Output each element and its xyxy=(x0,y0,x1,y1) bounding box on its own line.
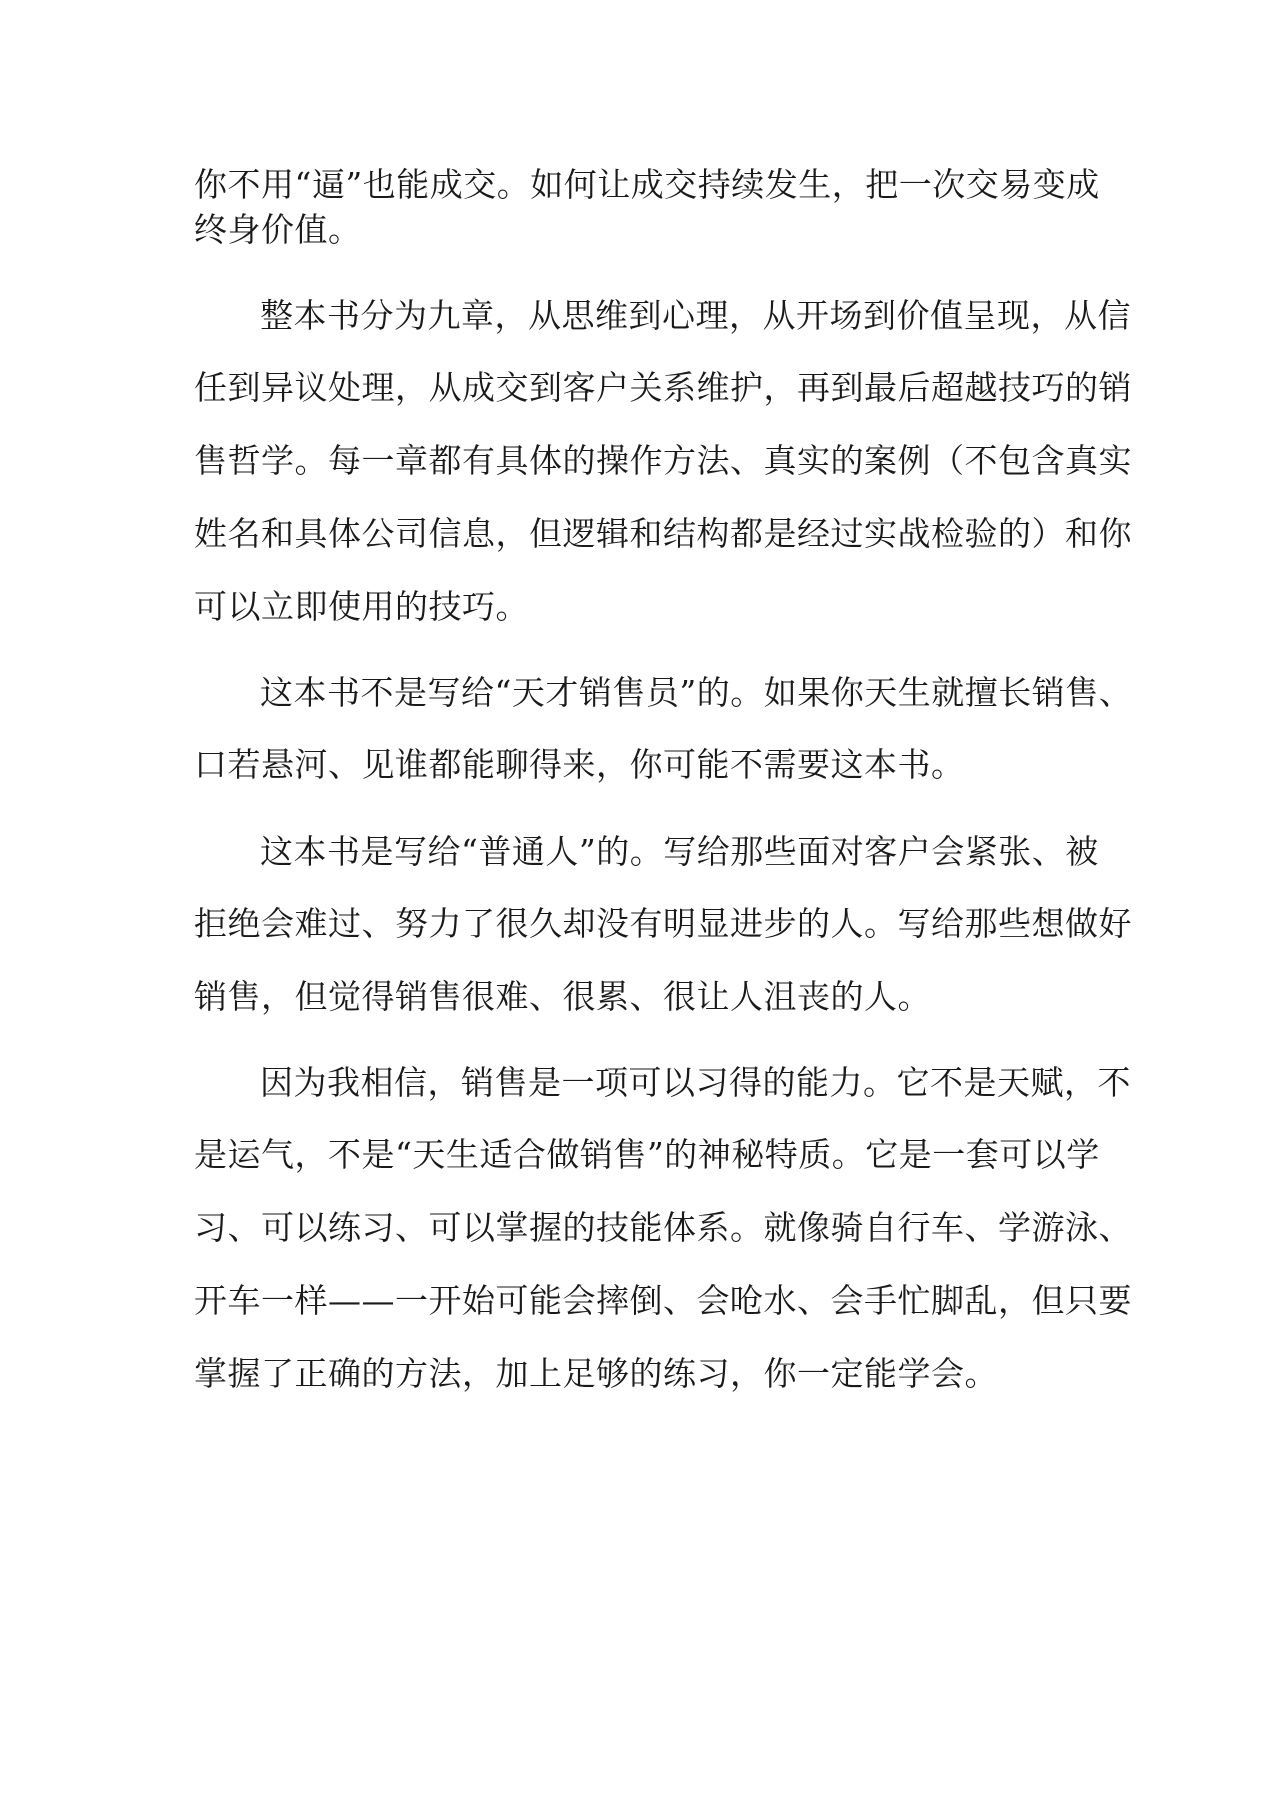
paragraph-4-line-2: 拒绝会难过、努力了很久却没有明显进步的人。写给那些想做好 xyxy=(194,904,1132,943)
body-text xyxy=(194,162,1133,1396)
paragraph-2-line-4: 姓名和具体公司信息，但逻辑和结构都是经过实战检验的）和你 xyxy=(194,514,1132,553)
paragraph-4-line-1: 这本书是写给“普通人”的。写给那些面对客户会紧张、被 xyxy=(260,832,1099,871)
paragraph-5-line-5: 掌握了正确的方法，加上足够的练习，你一定能学会。 xyxy=(194,1354,998,1393)
paragraph-2-line-2: 任到异议处理，从成交到客户关系维护，再到最后超越技巧的销 xyxy=(194,368,1132,407)
paragraph-2-line-3: 售哲学。每一章都有具体的操作方法、真实的案例（不包含真实 xyxy=(194,441,1132,480)
paragraph-3-line-2: 口若悬河、见谁都能聊得来，你可能不需要这本书。 xyxy=(194,745,965,784)
paragraph-5-line-3: 习、可以练习、可以掌握的技能体系。就像骑自行车、学游泳、 xyxy=(194,1208,1132,1247)
paragraph-5-line-2: 是运气，不是“天生适合做销售”的神秘特质。它是一套可以学 xyxy=(194,1135,1100,1174)
paragraph-2-line-5: 可以立即使用的技巧。 xyxy=(194,587,529,626)
paragraph-4-line-3: 销售，但觉得销售很难、很累、很让人沮丧的人。 xyxy=(194,977,931,1016)
paragraph-5-line-1: 因为我相信，销售是一项可以习得的能力。它不是天赋，不 xyxy=(260,1063,1131,1102)
paragraph-1-line-1: 你不用“逼”也能成交。如何让成交持续发生，把一次交易变成 xyxy=(194,165,1100,204)
paragraph-2-line-1: 整本书分为九章，从思维到心理，从开场到价值呈现，从信 xyxy=(260,296,1131,335)
paragraph-3-line-1: 这本书不是写给“天才销售员”的。如果你天生就擅长销售、 xyxy=(260,673,1133,712)
paragraph-5-line-4: 开车一样——一开始可能会摔倒、会呛水、会手忙脚乱，但只要 xyxy=(194,1281,1132,1320)
paragraph-1-line-2: 终身价值。 xyxy=(194,210,362,249)
